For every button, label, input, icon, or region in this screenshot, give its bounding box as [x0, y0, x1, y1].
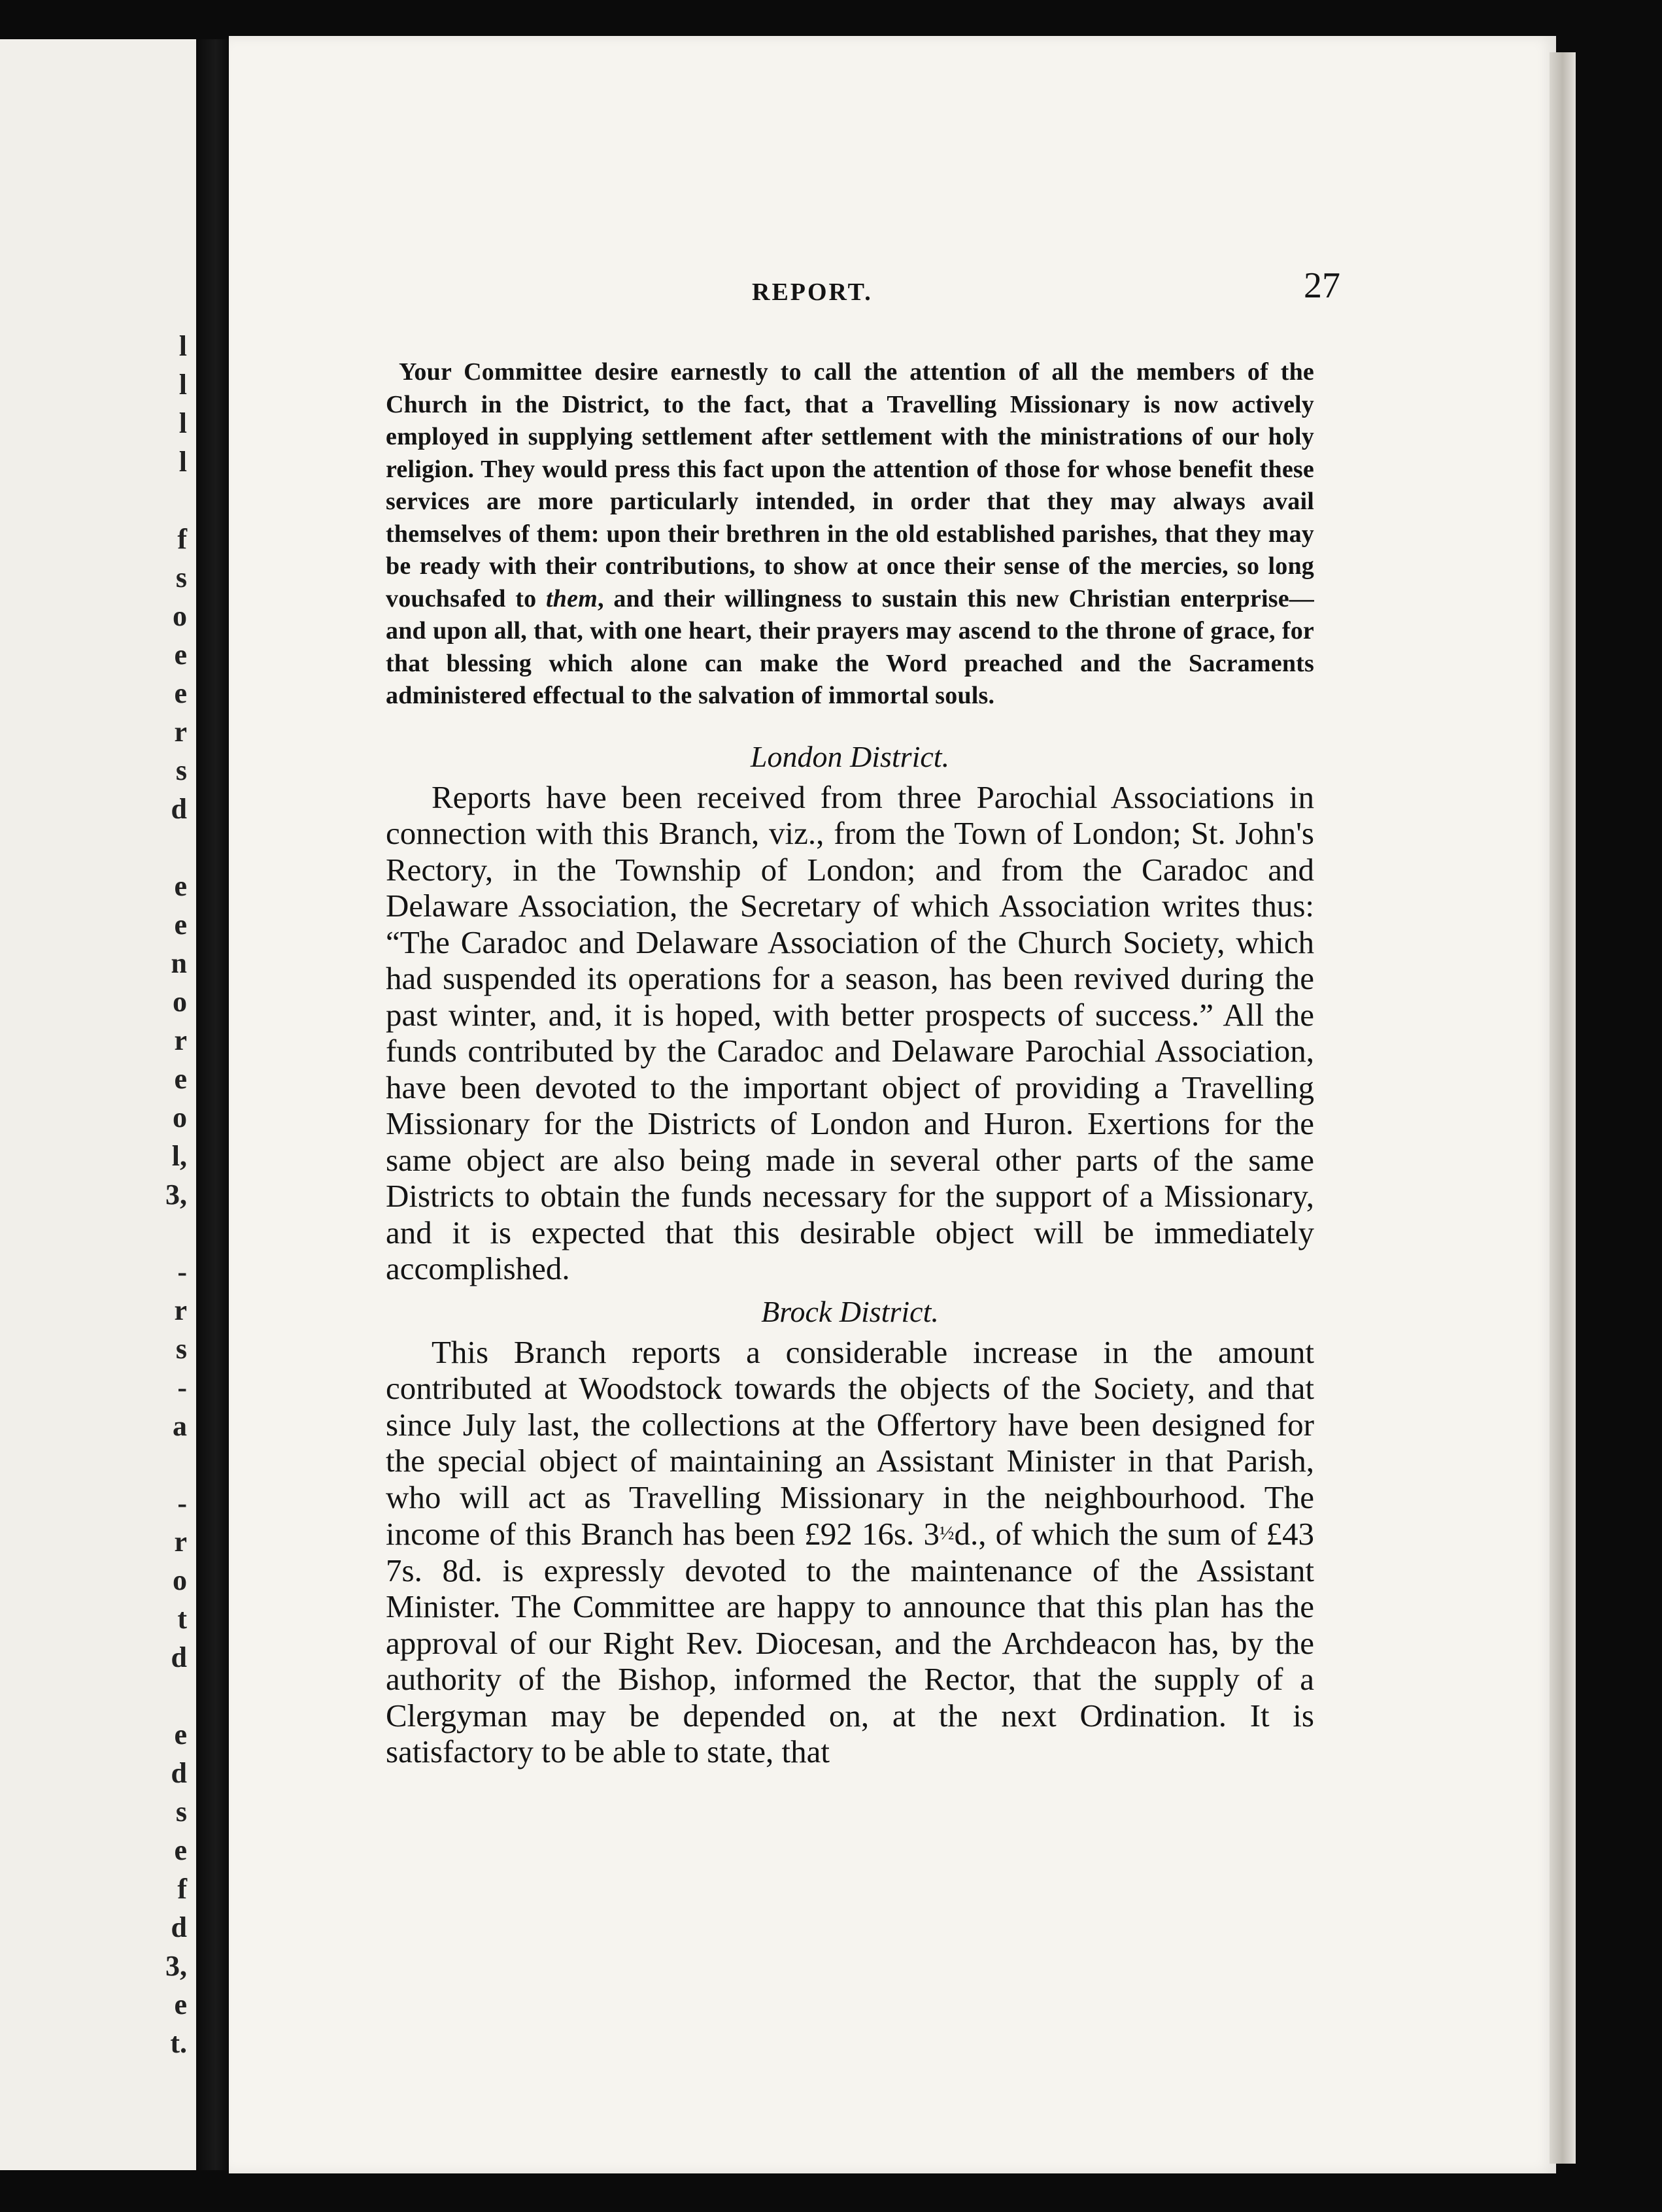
facing-page-letter	[161, 1445, 187, 1484]
intro-paragraph	[386, 356, 1314, 712]
facing-page-letter: n	[171, 947, 187, 979]
book-gutter	[196, 39, 229, 2170]
facing-page-letter: -	[177, 1487, 187, 1519]
section-heading-brock: Brock District.	[761, 1294, 939, 1328]
facing-page-letter: e	[174, 1718, 187, 1751]
page-content	[386, 245, 1340, 1770]
facing-page-letter: o	[173, 986, 187, 1018]
facing-page-letter: o	[173, 1101, 187, 1133]
facing-page-letter: 3,	[165, 1950, 187, 1982]
facing-page-letter: s	[175, 1333, 187, 1365]
facing-page-letter: e	[174, 870, 187, 902]
facing-page-letter	[161, 828, 187, 867]
page	[229, 36, 1556, 2173]
facing-page-letter: l	[178, 407, 187, 439]
facing-page-letter: d	[171, 1641, 187, 1673]
facing-page-letter: e	[174, 909, 187, 941]
facing-page-letter: d	[171, 1757, 187, 1789]
facing-page-letter: l	[178, 330, 187, 362]
facing-page-letter: o	[173, 1564, 187, 1596]
facing-page-letter: -	[177, 1371, 187, 1403]
facing-page-letter: d	[171, 1911, 187, 1943]
facing-page	[0, 39, 196, 2170]
facing-page-letter: r	[174, 1024, 187, 1056]
facing-page-letter: s	[175, 754, 187, 786]
facing-page-letter: e	[174, 1063, 187, 1095]
london-paragraph: Reports have been received from three Parochial Associations in connection with this Branch, viz., from the Town of London; St. John's Rectory, in the Township of London; and from the Caradoc and Delaware Association, the Secretary of which Association writes thus: “The Caradoc and Delaware Association of the Church Society, which had suspended its operations for a season, has been revived during the past winter, and, it is hoped, with better prospects of success.” All the funds contributed by the Caradoc and Delaware Parochial Association, have been devoted to the important object of providing a Travelling Missionary for the Districts of London and Huron. Exertions for the same object are also being made in several other parts of the same Districts to obtain the funds necessary for the support of a Missionary, and it is expected that this desirable object will be immediately accomplished.	[386, 779, 1314, 1286]
facing-page-letter: e	[174, 639, 187, 671]
facing-page-edge-text	[161, 327, 187, 2062]
facing-page-letter: -	[177, 1256, 187, 1288]
facing-page-letter: e	[174, 677, 187, 709]
page-number: 27	[1304, 265, 1340, 306]
page-edge	[1550, 52, 1576, 2164]
facing-page-letter: l,	[171, 1140, 187, 1172]
brock-fraction: ½	[939, 1522, 955, 1544]
facing-page-letter	[161, 1214, 187, 1252]
facing-page-letter: t	[177, 1603, 187, 1635]
facing-page-letter: r	[174, 1526, 187, 1558]
brock-paragraph	[386, 1334, 1314, 1770]
facing-page-letter: 3,	[165, 1179, 187, 1211]
section-heading-london: London District.	[750, 739, 950, 773]
intro-text-start: Your Committee desire earnestly to call the attention of all the members of the Church in the District, to the fact, that a Travelling Missionary is now actively employed in supplying settlement after settlement with the ministrations of our holy religion. They would press this fact upon the attention of those for whose benefit these services are more particularly intended, in order that they may always avail themselves of them: upon their brethren in the old established parishes, that they may be ready with their contributions, to show at once their sense of the mercies, so long vouchsafed to	[386, 358, 1314, 612]
facing-page-letter: r	[174, 1294, 187, 1326]
facing-page-letter: e	[174, 1988, 187, 2020]
facing-page-letter: l	[178, 369, 187, 401]
facing-page-letter: f	[177, 1873, 187, 1905]
facing-page-letter: e	[174, 1834, 187, 1866]
facing-page-letter: s	[175, 1796, 187, 1828]
facing-page-letter: r	[174, 716, 187, 748]
facing-page-letter: s	[175, 561, 187, 594]
brock-text-start: This Branch reports a considerable increase in the amount contributed at Woodstock towards the objects of the Society, and that since July last, the collections at the Offertory have been designed for the special object of maintaining an Assistant Minister in that Parish, who will act as Travelling Missionary in the neighbourhood. The income of this Branch has been £92 16s. 3	[386, 1333, 1314, 1552]
brock-text-end: d., of which the sum of £43 7s. 8d. is expressly devoted to the maintenance of the Assistant Minister. The Committee are happy to announce that this plan has the approval of our Right Rev. Diocesan, and the Archdeacon has, by the authority of the Bishop, informed the Rector, that the supply of a Clergyman may be depended on, at the next Ordination. It is satisfactory to be able to state, that	[386, 1516, 1314, 1769]
facing-page-letter: a	[173, 1410, 187, 1442]
intro-emphasis: them	[546, 584, 598, 612]
facing-page-letter: f	[177, 523, 187, 555]
facing-page-letter: d	[171, 793, 187, 825]
facing-page-letter	[161, 1677, 187, 1715]
intro-text-end: , and their willingness to sustain this new Christian enterprise—and upon all, that, with one heart, their prayers may ascend to the throne of grace, for that blessing which alone can make the Word preached and the Sacraments administered effectual to the salvation of immortal souls.	[386, 584, 1315, 709]
facing-page-letter	[161, 481, 187, 520]
facing-page-letter: t.	[170, 2027, 187, 2059]
running-head	[386, 245, 1340, 306]
facing-page-letter: o	[173, 600, 187, 632]
facing-page-letter: l	[178, 446, 187, 478]
running-title: REPORT.	[752, 278, 873, 306]
